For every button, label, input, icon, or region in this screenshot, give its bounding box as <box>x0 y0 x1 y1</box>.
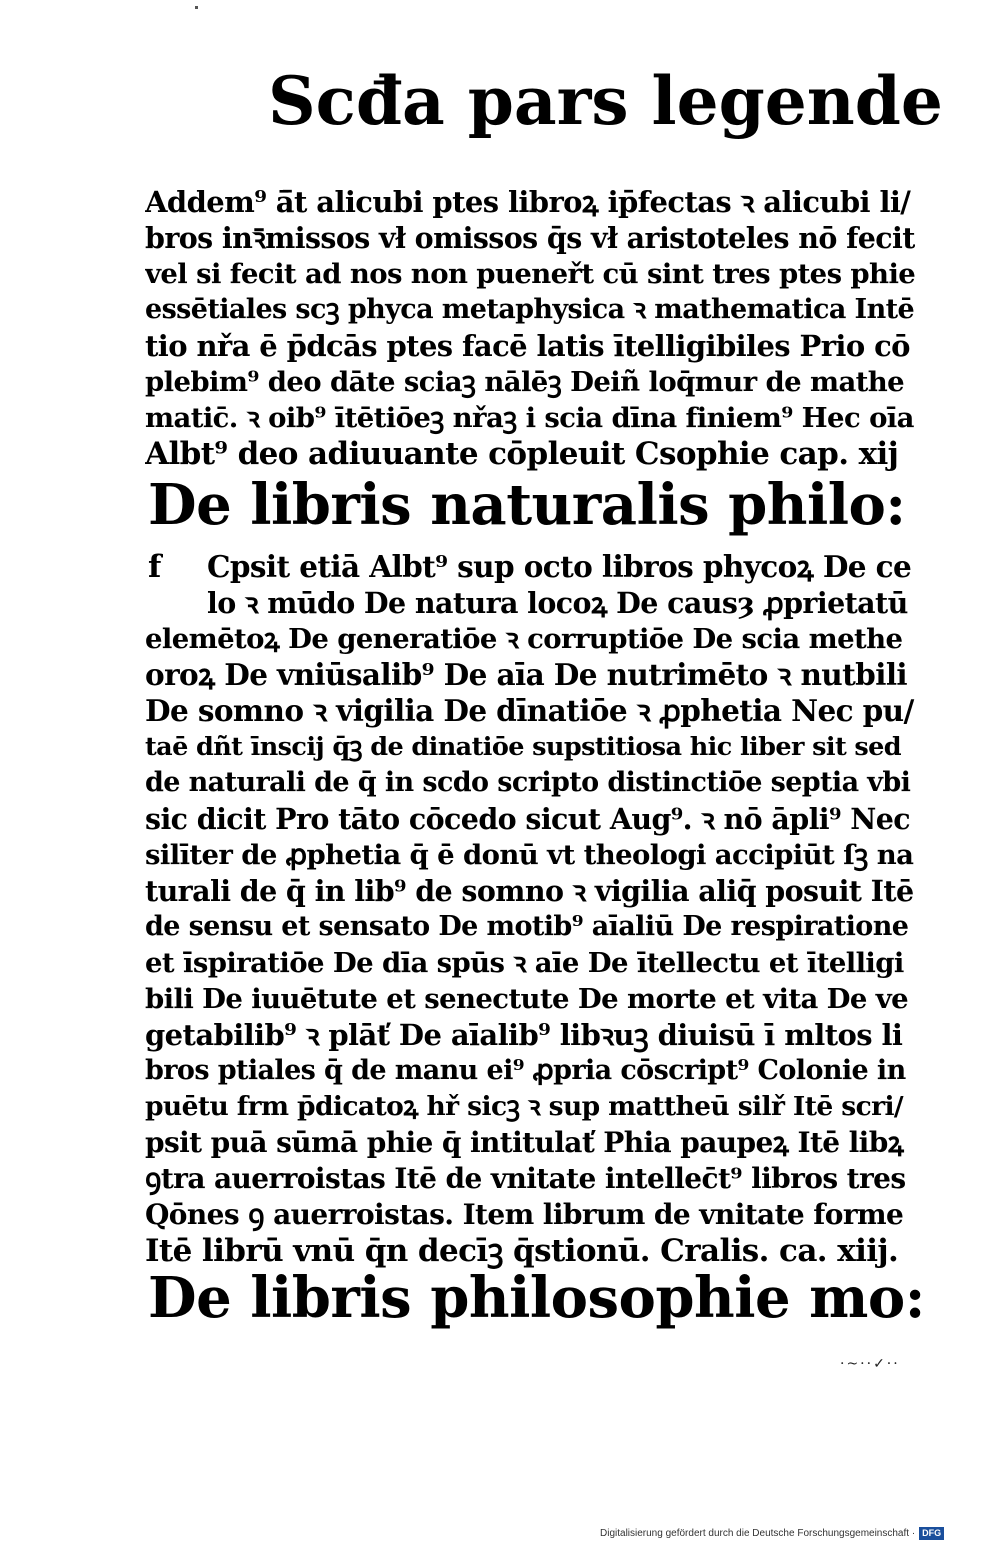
text-line: elemētoꝝ De generatiōe ꝛ corruptiōe De scia methe <box>145 623 903 655</box>
text-line: plebim⁹ deo dāte sciaꝫ nālēꝫ Deiñ loq̄mur de mathe <box>145 366 905 398</box>
text-line: psit puā sūmā phie q̄ intitulať Phia paupeꝝ Itē libꝝ <box>145 1126 904 1159</box>
text-line: bros inꝛ̄missos vł omissos q̄s vł aristoteles nō fecit <box>145 221 915 255</box>
dfg-logo: DFG <box>919 1527 944 1540</box>
text-line: vel si fecit ad nos non pueneřt cū sint tres ptes phie <box>145 258 915 290</box>
text-line: Itē librū vnū q̄n decīꝫ q̄stionū. Cralis. ca. xiij. <box>145 1233 899 1269</box>
digitization-footer <box>600 1527 944 1540</box>
text-line: silīter de ꝓphetia q̄ ē donū vt theologi accipiūt ſꝫ na <box>145 839 914 871</box>
text-block-2 <box>145 549 915 1269</box>
text-block-1 <box>145 184 915 472</box>
marginal-letter: f <box>148 549 162 585</box>
text-line: et īspiratiōe De dīa spūs ꝛ aīe De ītellectu et ītelligi <box>145 947 904 979</box>
text-line: sic dicit Pro tāto cōcedo sicut Aug⁹. ꝛ nō āpli⁹ Nec <box>145 802 910 836</box>
text-line: getabilib⁹ ꝛ plāť De aīalib⁹ libꝛuꝫ diuisū ī mltos li <box>145 1018 903 1052</box>
text-line: taē dñt īnscij q̄ꝫ de dinatiōe supstitiosa hic liber sit sed <box>145 732 902 762</box>
text-line: Cpsit etiā Albt⁹ sup octo libros phycoꝝ De ce <box>207 549 912 584</box>
funding-notice: Digitalisierung gefördert durch die Deutsche Forschungsgemeinschaft · <box>600 1528 916 1539</box>
text-line: bili De iuuētute et senectute De morte et vita De ve <box>145 983 909 1015</box>
text-line: bros ptiales q̄ de manu ei⁹ ꝓpria cōscript⁹ Colonie in <box>145 1055 906 1086</box>
text-line: Qōnes ꝯ auerroistas. Item librum de vnitate forme <box>145 1198 904 1231</box>
text-line: Albt⁹ deo adiuuante cōpleuit Csophie cap. xij <box>145 436 899 472</box>
text-line: matic̄. ꝛ oib⁹ ītētiōeꝫ nřaꝫ i scia dīna finiem⁹ Hec oīa <box>145 402 914 434</box>
text-line: De somno ꝛ vigilia De dīnatiōe ꝛ ꝓphetia Nec pu/ <box>145 693 914 728</box>
text-line: lo ꝛ mūdo De natura locoꝝ De causȝ ꝓprietatū <box>207 586 908 620</box>
bottom-scribble-marks: ·~··✓·· <box>840 1356 900 1372</box>
text-line: turali de q̄ in lib⁹ de somno ꝛ vigilia aliq̄ posuit Itē <box>145 874 914 908</box>
text-line: essētiales scꝫ phyca metaphysica ꝛ mathematica Intē <box>145 294 915 325</box>
text-line: tio nřa ē p̄dcās ptes facē latis ītelligibiles Prio cō <box>145 329 910 363</box>
scan-speck <box>195 6 198 9</box>
text-line: de sensu et sensato De motib⁹ aīaliū De respiratione <box>145 911 909 942</box>
running-head: Scđa pars legende <box>268 62 943 140</box>
text-line: oroꝝ De vniūsalib⁹ De aīa De nutrimēto ꝛ nutbili <box>145 657 908 692</box>
text-line: puētu frm p̄dicatoꝝ hř sicꝫ ꝛ sup mattheū silř Itē scri/ <box>145 1091 904 1122</box>
text-line: de naturali de q̄ in scdo scripto distinctiōe septia vbi <box>145 767 911 798</box>
text-line: ꝯtra auerroistas Itē de vnitate intellec̄t⁹ libros tres <box>145 1162 906 1195</box>
section-heading-naturalis: De libris naturalis philo: <box>148 472 906 538</box>
section-heading-moralis: De libris philosophie mo: <box>148 1265 925 1331</box>
text-line: Addem⁹ ā̄t alicubi ptes libroꝝ ip̄fectas ꝛ alicubi li/ <box>145 185 911 219</box>
